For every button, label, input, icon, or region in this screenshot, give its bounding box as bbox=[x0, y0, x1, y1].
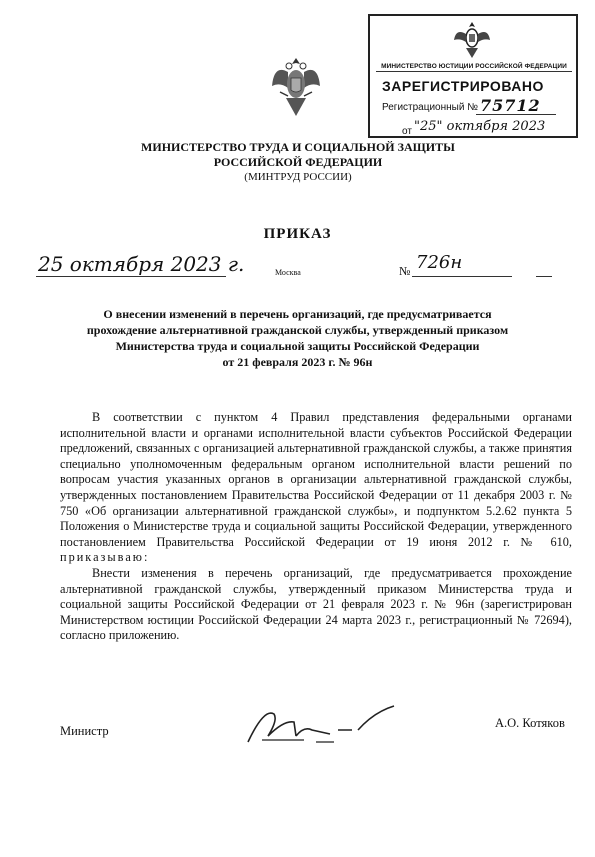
ministry-name-line1: МИНИСТЕРСТВО ТРУДА И СОЦИАЛЬНОЙ ЗАЩИТЫ bbox=[141, 140, 455, 154]
paragraph-text: В соответствии с пунктом 4 Правил представления федеральными органами исполнительной власти и органами исполнительной власти субъектов Российской Федерации предложений, связанных с организацией альтернативной гражданской службы, а также принятия специально уполномоченным федеральным органом исполнительной власти решений по вопросам участия указанных органов в организации альтернативной гражданской службы, утвержденных постановлением Правительства Российской Федерации от 11 декабря 2003 г. № 750 «Об организации альтернативной гражданской службы», и подпунктом 5.2.62 пункта 5 Положения о Министерстве труда и социальной защиты Российской Федерации, утвержденного постановлением Правительства Российской Федерации от 19 июня 2012 г. № 610, bbox=[60, 410, 572, 549]
signatory-position: Министр bbox=[60, 724, 109, 738]
order-city: Москва bbox=[275, 268, 301, 277]
divider bbox=[476, 114, 556, 115]
ministry-header bbox=[128, 140, 468, 185]
divider bbox=[36, 276, 226, 277]
registration-stamp bbox=[368, 14, 578, 138]
stamp-reg-number: 75712 bbox=[480, 96, 541, 115]
eagle-emblem-icon bbox=[452, 18, 492, 62]
subject-line: Министерства труда и социальной защиты Российской Федерации bbox=[115, 339, 480, 353]
subject-line: прохождение альтернативной гражданской службы, утвержденный приказом bbox=[86, 323, 509, 337]
subject-line: О внесении изменений в перечень организаций, где предусматривается bbox=[103, 307, 492, 321]
stamp-from-label: от bbox=[402, 126, 412, 137]
subject-line: от 21 февраля 2023 г. № 96н bbox=[222, 355, 373, 369]
stamp-ministry: МИНИСТЕРСТВО ЮСТИЦИИ РОССИЙСКОЙ ФЕДЕРАЦИИ bbox=[376, 63, 572, 72]
body-paragraph-2: Внести изменения в перечень организаций, где предусматривается прохождение альтернативной гражданской службы, утвержденный приказом Министерства труда и социальной защиты Российской Федерации от 21 февраля 2023 г. № 96н (зарегистрирован Министерством юстиции Российской Федерации 24 марта 2023 г., регистрационный № 72694), согласно приложению. bbox=[60, 565, 572, 643]
order-date: 25 октября 2023 г. bbox=[38, 252, 245, 276]
coat-of-arms-icon bbox=[270, 56, 322, 120]
divider bbox=[536, 276, 552, 277]
stamp-reg-date: "25" октября 2023 bbox=[414, 119, 546, 134]
stamp-reg-label: Регистрационный № bbox=[382, 102, 478, 113]
order-body bbox=[60, 410, 572, 644]
signature-icon bbox=[234, 700, 404, 750]
stamp-status: ЗАРЕГИСТРИРОВАНО bbox=[382, 78, 544, 94]
order-number: 726н bbox=[416, 252, 463, 273]
ministry-short-name: (МИНТРУД РОССИИ) bbox=[244, 171, 352, 183]
number-sign: № bbox=[399, 264, 411, 278]
order-subject bbox=[50, 306, 545, 370]
divider bbox=[412, 276, 512, 277]
signatory-name: А.О. Котяков bbox=[495, 716, 565, 730]
body-paragraph-1 bbox=[60, 410, 572, 566]
ministry-name-line2: РОССИЙСКОЙ ФЕДЕРАЦИИ bbox=[213, 155, 383, 169]
order-verb: приказываю: bbox=[60, 550, 150, 565]
document-title: ПРИКАЗ bbox=[263, 226, 332, 242]
